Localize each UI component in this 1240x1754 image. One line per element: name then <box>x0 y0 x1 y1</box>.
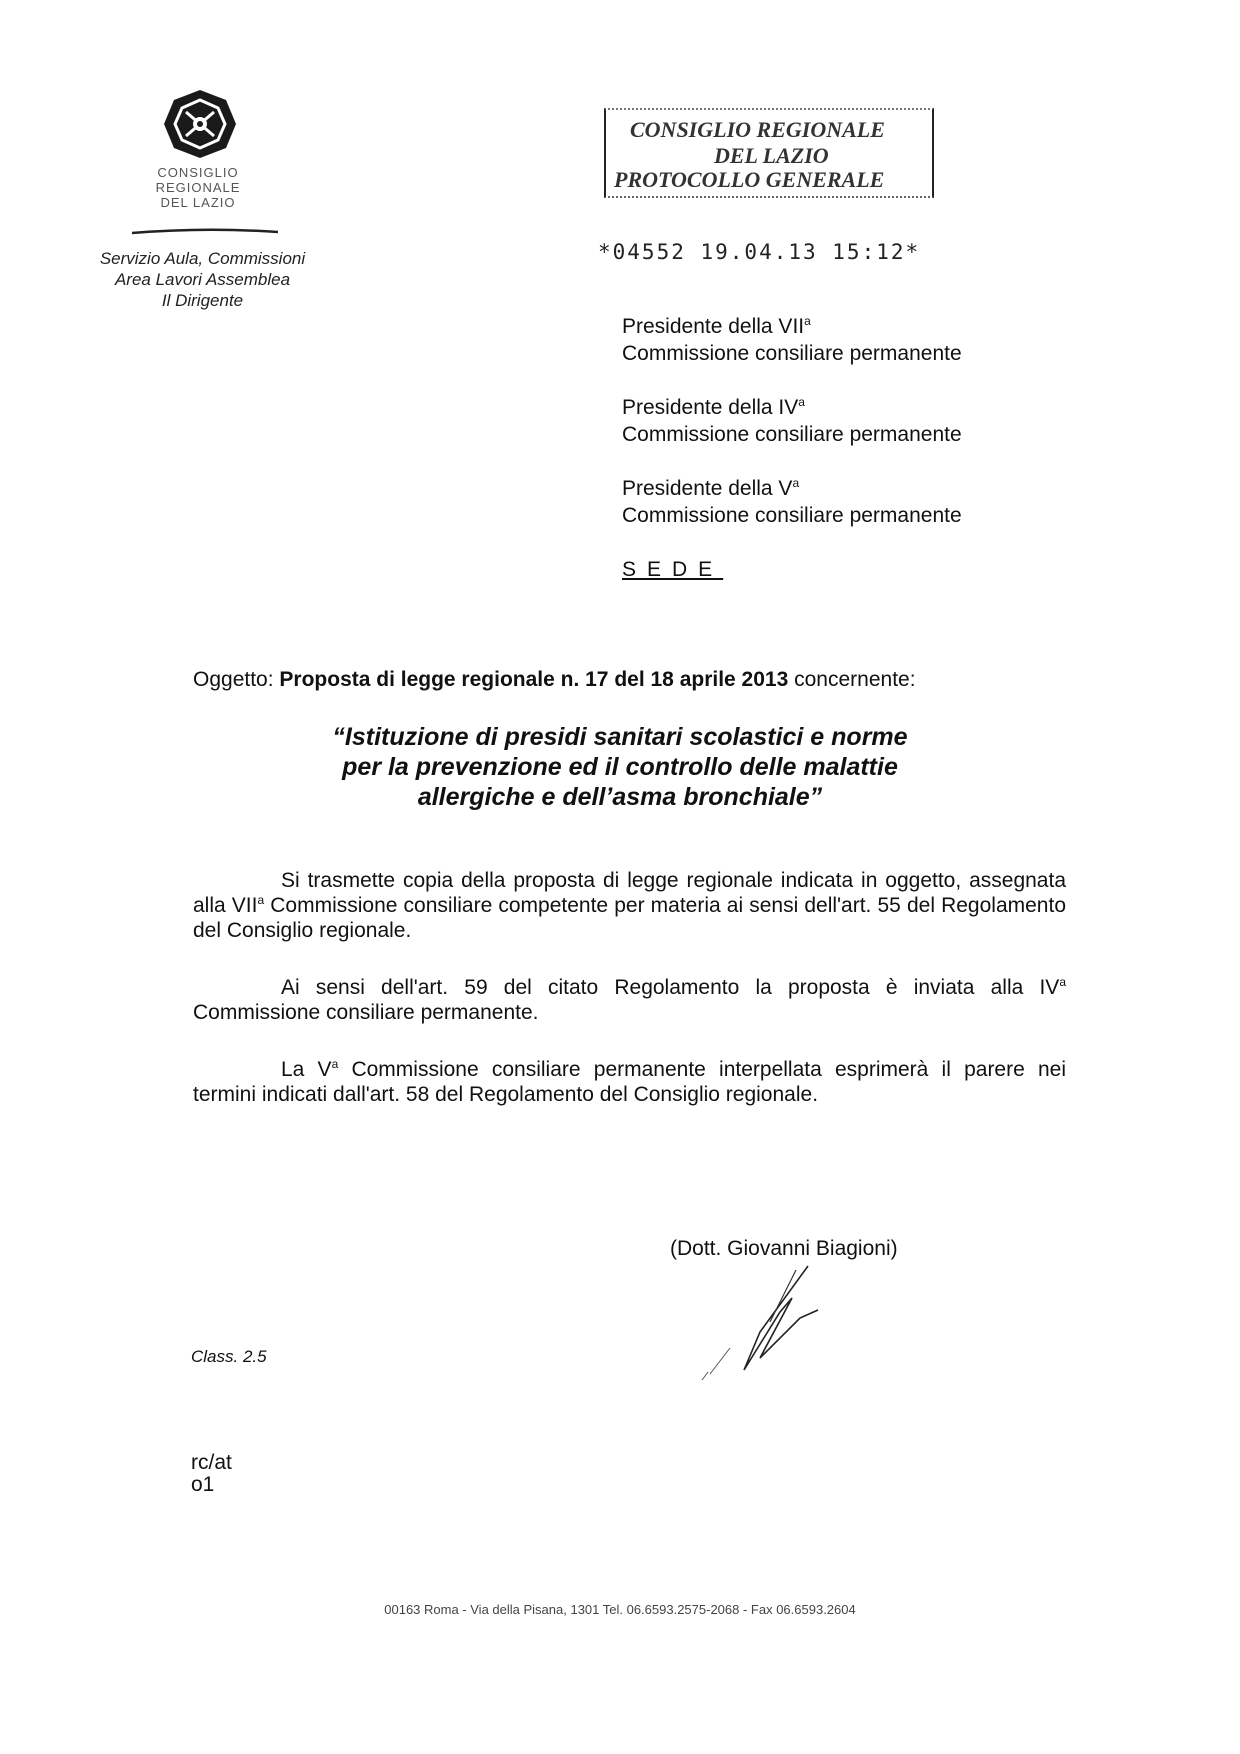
recipient-body: Commissione consiliare permanente <box>622 423 962 446</box>
law-title-line: “Istituzione di presidi sanitari scolastici e norme <box>332 723 908 751</box>
stamp-line-1: CONSIGLIO REGIONALE <box>630 117 885 142</box>
handwritten-signature <box>700 1262 850 1382</box>
subject-bold: Proposta di legge regionale n. 17 del 18 aprile 2013 <box>279 668 789 691</box>
protocol-stamp <box>604 108 934 198</box>
recipient-body: Commissione consiliare permanente <box>622 342 962 365</box>
ordinal-suffix: a <box>792 476 800 490</box>
letter-body <box>193 868 1066 1139</box>
recipient-body: Commissione consiliare permanente <box>622 504 962 527</box>
subject-line <box>193 668 916 692</box>
subject-suffix: concernente: <box>794 668 916 691</box>
recipient-title: Presidente della V <box>622 477 793 500</box>
address-footer: 00163 Roma - Via della Pisana, 1301 Tel. 06.6593.2575-2068 - Fax 06.6593.2604 <box>384 1602 856 1617</box>
recipient-title: Presidente della IV <box>622 396 799 419</box>
recipient <box>622 394 1162 448</box>
logo-line: DEL LAZIO <box>160 195 236 210</box>
logo-line: REGIONALE <box>155 180 241 195</box>
sender-line: Area Lavori Assemblea <box>114 270 291 289</box>
sender-line: Servizio Aula, Commissioni <box>99 249 306 268</box>
recipient <box>622 313 1162 367</box>
recipient <box>622 475 1162 529</box>
recipients-block <box>622 313 1162 556</box>
classification-code: Class. 2.5 <box>191 1347 267 1366</box>
subject-label: Oggetto: <box>193 668 274 691</box>
stamp-line-2: DEL LAZIO <box>714 143 829 168</box>
typist-initials <box>191 1452 232 1496</box>
body-paragraph: Ai sensi dell'art. 59 del citato Regolamento la proposta è inviata alla $IV^a$ Commissione consiliare permanente. <box>193 975 1066 1024</box>
law-title-line: allergiche e dell’asma bronchiale” <box>417 783 823 811</box>
ordinal-suffix: a <box>804 314 811 328</box>
sender-office <box>60 248 345 311</box>
sender-line: Il Dirigente <box>161 291 244 310</box>
signer-name: (Dott. Giovanni Biagioni) <box>670 1237 898 1260</box>
stamp-line-3: PROTOCOLLO GENERALE <box>614 167 885 192</box>
law-title-line: per la prevenzione ed il controllo delle malattie <box>342 753 898 781</box>
council-logo-icon <box>160 88 240 160</box>
initials-line: o1 <box>191 1473 215 1496</box>
protocol-number: *04552 19.04.13 15:12* <box>598 240 921 264</box>
law-title <box>180 722 1060 812</box>
body-paragraph: La $V^a$ Commissione consiliare permanente interpellata esprimerà il parere nei termini indicati dall'art. 58 del Regolamento del Consiglio regionale. <box>193 1057 1067 1106</box>
logo-line: CONSIGLIO <box>157 165 239 180</box>
logo-underline <box>130 228 280 236</box>
initials-line: rc/at <box>191 1451 232 1474</box>
ordinal-suffix: a <box>798 395 805 409</box>
sede-label: SEDE <box>622 558 724 581</box>
body-paragraph: Si trasmette copia della proposta di legge regionale indicata in oggetto, assegnata alla VII$^a$ Commissione consiliare competente per materia ai sensi dell'art. 55 del Regolamento del Consiglio regionale. <box>193 869 1066 942</box>
logo-wordmark <box>128 165 268 210</box>
recipient-title: Presidente della VII <box>622 315 805 338</box>
